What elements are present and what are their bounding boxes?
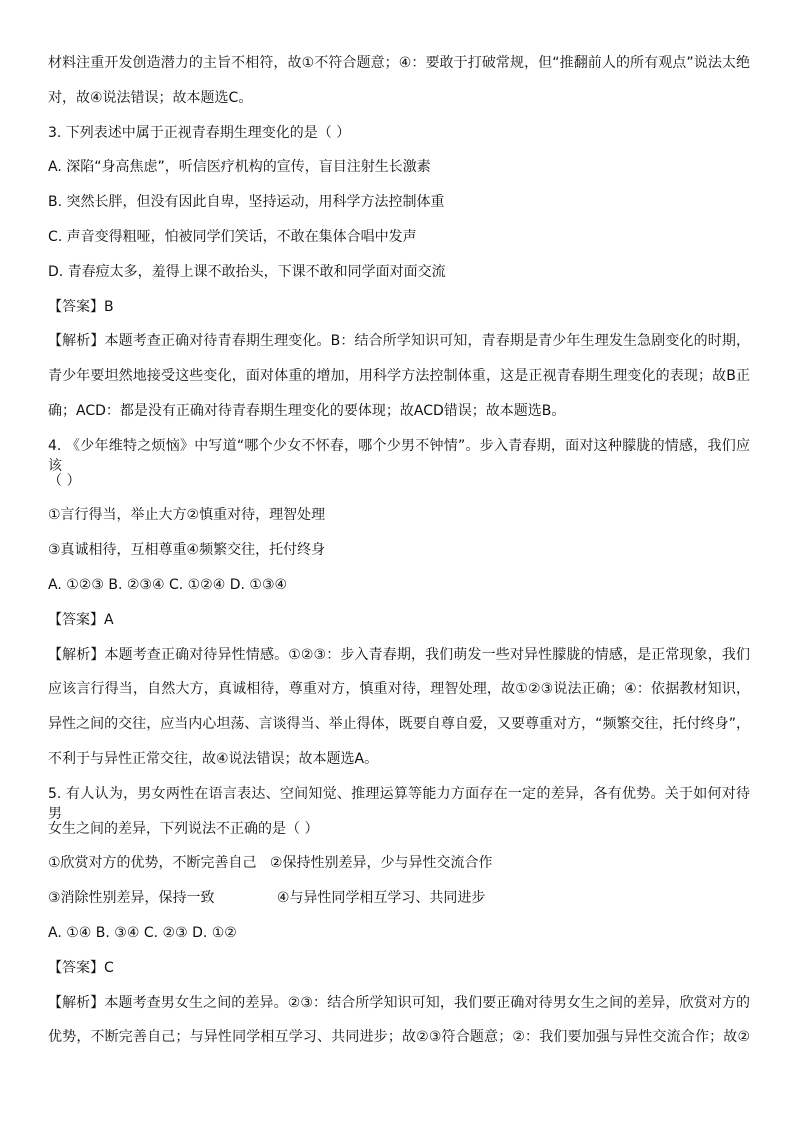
question-5-stem-line-1: 5. 有人认为，男女两性在语言表达、空间知觉、推理运算等能力方面存在一定的差异，各有优势。关于如何对待男	[48, 785, 750, 822]
question-4-analysis-line-2: 应该言行得当，自然大方，真诚相待，尊重对方，慎重对待，理智处理，故①②③说法正确；④：依据教材知识，	[48, 681, 750, 698]
question-4-analysis-line-1: 【解析】本题考查正确对待异性情感。①②③：步入青春期，我们萌发一些对异性朦胧的情感，是正常现象，我们	[48, 646, 750, 663]
question-3-option-b: B. 突然长胖，但没有因此自卑，坚持运动，用科学方法控制体重	[48, 194, 445, 211]
question-3-stem: 3. 下列表述中属于正视青春期生理变化的是（ ）	[48, 124, 351, 141]
question-5-options: A. ①④ B. ③④ C. ②③ D. ①②	[48, 924, 237, 941]
question-4-stem-line-2: （ ）	[48, 472, 81, 489]
question-5-analysis-line-2: 优势，不断完善自己；与异性同学相互学习、共同进步；故②③符合题意；②：我们要加强与异性交流合作；故②	[48, 1029, 750, 1046]
question-4-analysis-line-3: 异性之间的交往，应当内心坦荡、言谈得当、举止得体，既要自尊自爱，又要尊重对方，“频繁交往，托付终身”，	[48, 716, 750, 733]
question-4-options: A. ①②③ B. ②③④ C. ①②④ D. ①③④	[48, 576, 288, 593]
question-5-analysis-line-1: 【解析】本题考查男女生之间的差异。②③：结合所学知识可知，我们要正确对待男女生之间的差异，欣赏对方的	[48, 994, 750, 1011]
question-3-answer: 【答案】B	[48, 298, 114, 315]
question-5-item-1: ①欣赏对方的优势，不断完善自己 ②保持性别差异，少与异性交流合作	[48, 855, 493, 872]
prev-analysis-line-1: 材料注重开发创造潜力的主旨不相符，故①不符合题意；④：要敢于打破常规，但“推翻前人的所有观点”说法太绝	[48, 55, 750, 71]
question-5-stem-line-2: 女生之间的差异，下列说法不正确的是（ ）	[48, 820, 319, 837]
document-page	[48, 53, 750, 1047]
question-3-analysis-line-3: 确；ACD：都是没有正确对待青春期生理变化的要体现；故ACD错误；故本题选B。	[48, 402, 566, 419]
question-3-option-a: A. 深陷“身高焦虑”，听信医疗机构的宣传，盲目注射生长激素	[48, 159, 431, 176]
question-4-item-1: ①言行得当，举止大方②慎重对待，理智处理	[48, 507, 326, 524]
question-5-item-2: ③消除性别差异，保持一致 ④与异性同学相互学习、共同进步	[48, 890, 486, 907]
prev-analysis-line-2: 对，故④说法错误；故本题选C。	[48, 89, 253, 106]
question-4-answer: 【答案】A	[48, 611, 114, 628]
question-3-option-d: D. 青春痘太多，羞得上课不敢抬头，下课不敢和同学面对面交流	[48, 263, 446, 280]
question-3-option-c: C. 声音变得粗哑，怕被同学们笑话，不敢在集体合唱中发声	[48, 228, 417, 245]
question-3-analysis-line-2: 青少年要坦然地接受这些变化，面对体重的增加，用科学方法控制体重，这是正视青春期生理变化的表现；故B正	[48, 368, 750, 385]
question-3-analysis-line-1: 【解析】本题考查正确对待青春期生理变化。B：结合所学知识可知，青春期是青少年生理发生急剧变化的时期，	[48, 333, 750, 350]
question-4-item-2: ③真诚相待，互相尊重④频繁交往，托付终身	[48, 542, 326, 559]
question-4-stem-line-1: 4. 《少年维特之烦恼》中写道“哪个少女不怀春，哪个少男不钟情”。步入青春期，面对这种朦胧的情感，我们应该	[48, 437, 750, 474]
question-4-analysis-line-4: 不利于与异性正常交往，故④说法错误；故本题选A。	[48, 750, 379, 767]
question-5-answer: 【答案】C	[48, 959, 114, 976]
